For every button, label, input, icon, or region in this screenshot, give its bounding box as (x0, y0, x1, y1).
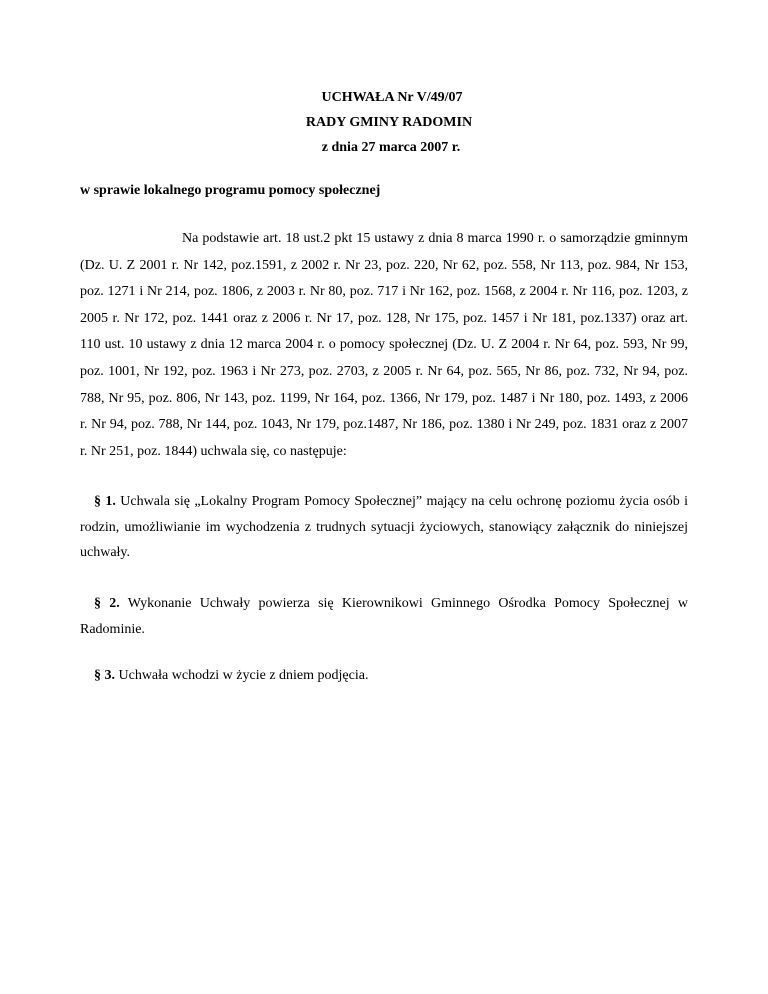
paragraph-1-label: § 1. (94, 494, 116, 509)
resolution-number: UCHWAŁA Nr V/49/07 (321, 90, 463, 105)
paragraph-3-text: Uchwała wchodzi w życie z dniem podjęcia. (115, 668, 369, 683)
paragraph-1 (80, 489, 688, 566)
legal-basis-preamble: Na podstawie art. 18 ust.2 pkt 15 ustawy z dnia 8 marca 1990 r. o samorządzie gminnym (Dz. U. Z 2001 r. Nr 142, poz.1591, z 2002 r. Nr 23, poz. 220, Nr 62, poz. 558, Nr 113, poz. 984, Nr 153, poz. 1271 i Nr 214, poz. 1806, z 2003 r. Nr 80, poz. 717 i Nr 162, poz. 1568, z 2004 r. Nr 116, poz. 1203, z 2005 r. Nr 172, poz. 1441 oraz z 2006 r. Nr 17, poz. 128, Nr 175, poz. 1457 i Nr 181, poz.1337) oraz art. 110 ust. 10 ustawy z dnia 12 marca 2004 r. o pomocy społecznej (Dz. U. Z 2004 r. Nr 64, poz. 593, Nr 99, poz. 1001, Nr 192, poz. 1963 i Nr 273, poz. 2703, z 2005 r. Nr 64, poz. 565, Nr 86, poz. 732, Nr 94, poz. 788, Nr 95, poz. 806, Nr 143, poz. 1199, Nr 164, poz. 1366, Nr 179, poz. 1487 i Nr 180, poz. 1493, z 2006 r. Nr 94, poz. 788, Nr 144, poz. 1043, Nr 179, poz.1487, Nr 186, poz. 1380 i Nr 249, poz. 1831 oraz z 2007 r. Nr 251, poz. 1844) uchwala się, co następuje: (80, 231, 688, 459)
paragraph-3-label: § 3. (94, 668, 115, 683)
resolution-subject: w sprawie lokalnego programu pomocy społecznej (80, 183, 381, 198)
resolution-header (0, 85, 768, 160)
paragraph-2-text: Wykonanie Uchwały powierza się Kierownikowi Gminnego Ośrodka Pomocy Społecznej w Radominie. (80, 596, 689, 637)
paragraph-1-text: Uchwala się „Lokalny Program Pomocy Społecznej” mający na celu ochronę poziomu życia osób i rodzin, umożliwianie im wychodzenia z trudnych sytuacji życiowych, stanowiący załącznik do niniejszej uchwały. (80, 494, 688, 560)
paragraph-2-label: § 2. (94, 596, 120, 611)
paragraph-3 (80, 663, 688, 689)
paragraph-2 (80, 591, 688, 642)
council-name: RADY GMINY RADOMIN (305, 115, 473, 130)
resolution-date: z dnia 27 marca 2007 r. (321, 140, 461, 155)
